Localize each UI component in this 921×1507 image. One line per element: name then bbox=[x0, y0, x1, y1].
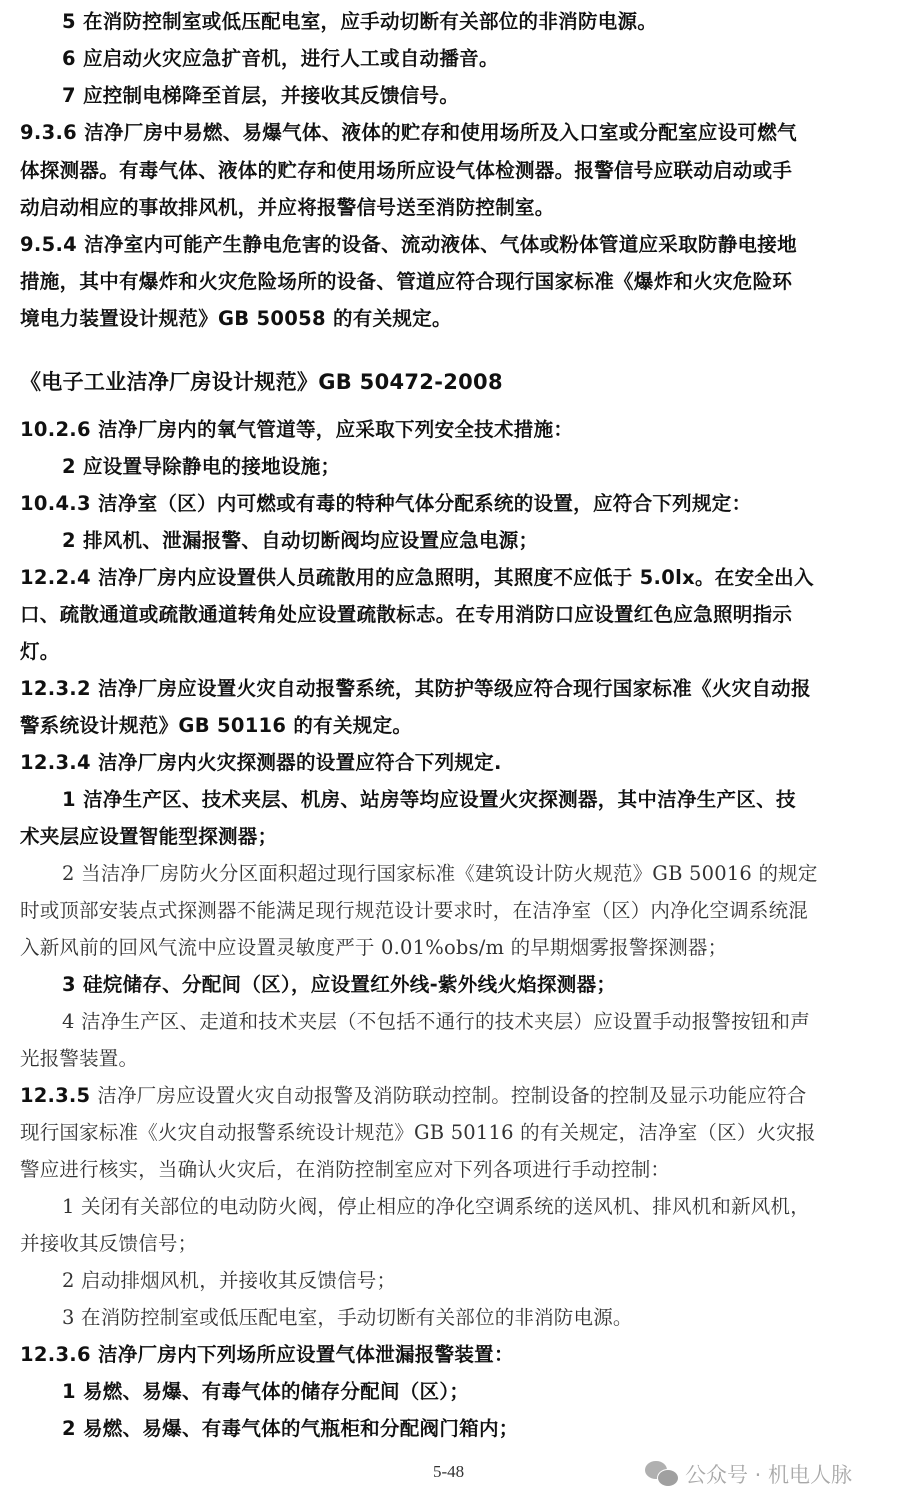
text-line: 2 排风机、泄漏报警、自动切断阀均应设置应急电源； bbox=[62, 529, 539, 552]
text-line: 时或顶部安装点式探测器不能满足现行规范设计要求时，在洁净室（区）内净化空调系统混 bbox=[20, 899, 809, 922]
text-line: 7 应控制电梯降至首层，并接收其反馈信号。 bbox=[62, 84, 460, 107]
text-line: 3 在消防控制室或低压配电室，手动切断有关部位的非消防电源。 bbox=[62, 1306, 633, 1329]
watermark bbox=[645, 1459, 852, 1489]
text-line: 术夹层应设置智能型探测器； bbox=[20, 825, 278, 848]
text-line: 1 洁净生产区、技术夹层、机房、站房等均应设置火灾探测器，其中洁净生产区、技 bbox=[62, 788, 796, 811]
text-line: 4 洁净生产区、走道和技术夹层（不包括不通行的技术夹层）应设置手动报警按钮和声 bbox=[62, 1010, 810, 1033]
text-line: 10.2.6 洁净厂房内的氧气管道等，应采取下列安全技术措施： bbox=[20, 418, 574, 441]
text-line: 12.3.4 洁净厂房内火灾探测器的设置应符合下列规定. bbox=[20, 751, 502, 774]
wechat-icon bbox=[645, 1461, 679, 1487]
page-number: 5-48 bbox=[433, 1462, 465, 1481]
text-line: 12.3.2 洁净厂房应设置火灾自动报警系统，其防护等级应符合现行国家标准《火灾自动报 bbox=[20, 677, 811, 700]
watermark-text: 公众号 · 机电人脉 bbox=[685, 1463, 853, 1487]
text-line bbox=[20, 1084, 806, 1108]
text-line: 9.3.6 洁净厂房中易燃、易爆气体、液体的贮存和使用场所及入口室或分配室应设可燃气 bbox=[20, 121, 797, 144]
text-line: 境电力装置设计规范》GB 50058 的有关规定。 bbox=[20, 307, 452, 330]
text-line: 措施，其中有爆炸和火灾危险场所的设备、管道应符合现行国家标准《爆炸和火灾危险环 bbox=[20, 270, 793, 293]
text-line: 并接收其反馈信号； bbox=[20, 1232, 198, 1255]
text-line: 2 启动排烟风机，并接收其反馈信号； bbox=[62, 1269, 397, 1292]
text-line: 1 易燃、易爆、有毒气体的储存分配间（区）； bbox=[62, 1380, 470, 1403]
text-line: 12.3.6 洁净厂房内下列场所应设置气体泄漏报警装置： bbox=[20, 1343, 514, 1366]
clause-number: 12.3.5 bbox=[20, 1084, 98, 1107]
text-line: 3 硅烷储存、分配间（区），应设置红外线-紫外线火焰探测器； bbox=[62, 973, 617, 996]
text-line: 2 当洁净厂房防火分区面积超过现行国家标准《建筑设计防火规范》GB 50016 的规定 bbox=[62, 862, 818, 885]
text-line: 12.2.4 洁净厂房内应设置供人员疏散用的应急照明，其照度不应低于 5.0lx。在安全出入 bbox=[20, 566, 814, 589]
text-line: 警系统设计规范》GB 50116 的有关规定。 bbox=[20, 714, 413, 737]
text-line: 入新风前的回风气流中应设置灵敏度严于 0.01%obs/m 的早期烟雾报警探测器； bbox=[20, 936, 728, 959]
text-line: 体探测器。有毒气体、液体的贮存和使用场所应设气体检测器。报警信号应联动启动或手 bbox=[20, 159, 793, 182]
text-line: 2 易燃、易爆、有毒气体的气瓶柜和分配阀门箱内； bbox=[62, 1417, 519, 1440]
text-line: 10.4.3 洁净室（区）内可燃或有毒的特种气体分配系统的设置，应符合下列规定： bbox=[20, 492, 752, 515]
section-title: 《电子工业洁净厂房设计规范》GB 50472-2008 bbox=[20, 370, 503, 394]
text-line: 口、疏散通道或疏散通道转角处应设置疏散标志。在专用消防口应设置红色应急照明指示 bbox=[20, 603, 793, 626]
text-line: 灯。 bbox=[20, 640, 60, 663]
text-line: 9.5.4 洁净室内可能产生静电危害的设备、流动液体、气体或粉体管道应采取防静电接地 bbox=[20, 233, 797, 256]
text-line: 现行国家标准《火灾自动报警系统设计规范》GB 50116 的有关规定，洁净室（区）火灾报 bbox=[20, 1121, 816, 1144]
text-line: 1 关闭有关部位的电动防火阀，停止相应的净化空调系统的送风机、排风机和新风机， bbox=[62, 1195, 810, 1218]
clause-text: 洁净厂房应设置火灾自动报警及消防联动控制。控制设备的控制及显示功能应符合 bbox=[97, 1084, 807, 1107]
text-line: 5 在消防控制室或低压配电室，应手动切断有关部位的非消防电源。 bbox=[62, 10, 658, 33]
text-line: 动启动相应的事故排风机，并应将报警信号送至消防控制室。 bbox=[20, 196, 555, 219]
text-line: 6 应启动火灾应急扩音机，进行人工或自动播音。 bbox=[62, 47, 499, 70]
text-line: 2 应设置导除静电的接地设施； bbox=[62, 455, 341, 478]
text-line: 警应进行核实，当确认火灾后，在消防控制室应对下列各项进行手动控制： bbox=[20, 1158, 671, 1181]
text-line: 光报警装置。 bbox=[20, 1047, 139, 1070]
